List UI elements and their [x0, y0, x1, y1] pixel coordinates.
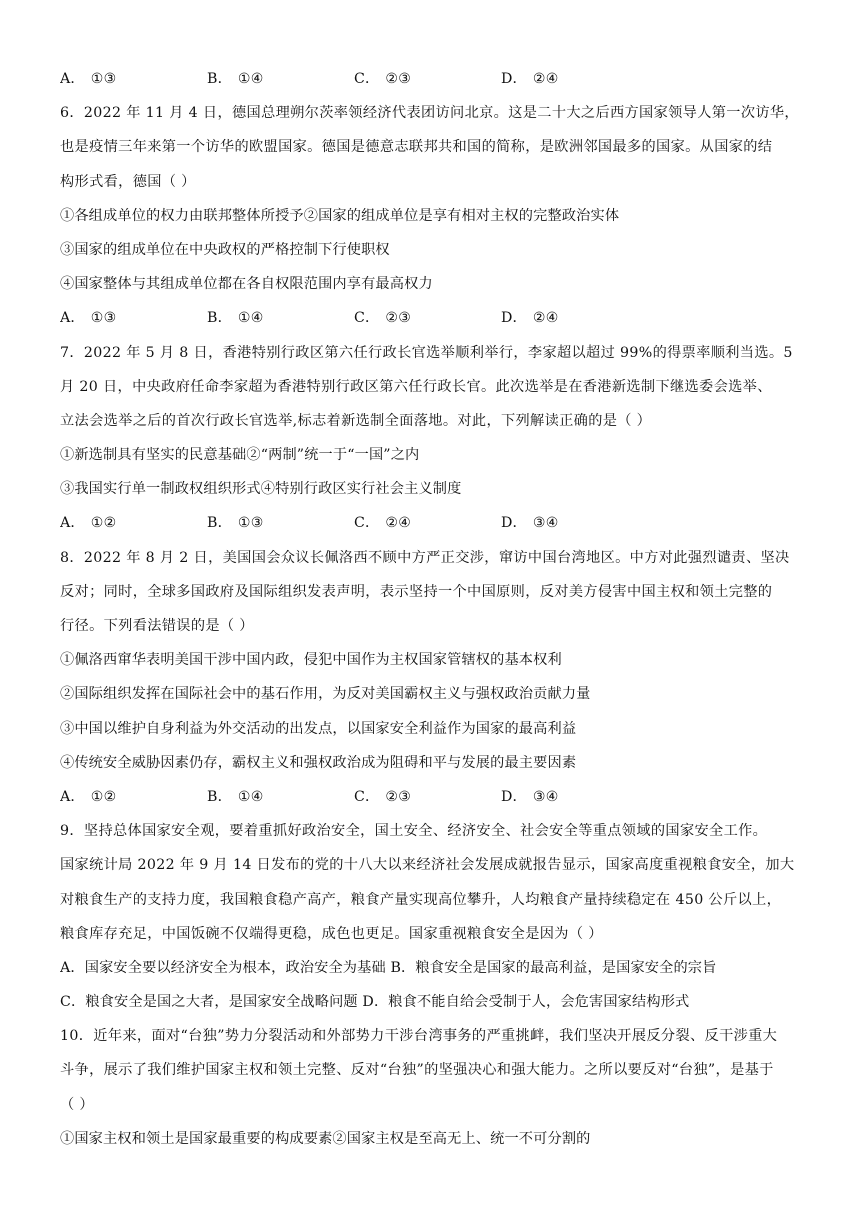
q7-stem-line: 立法会选举之后的首次行政长官选举,标志着新选制全面落地。对此，下列解读正确的是（ ） — [60, 412, 652, 429]
exam-page — [60, 62, 805, 1156]
q7-option-a[interactable]: A． ①② — [60, 515, 117, 532]
q9-options-cd[interactable]: C．粮食安全是国之大者，是国家安全战略问题 D．粮食不能自给会受制于人，会危害国家结构形式 — [60, 994, 690, 1011]
q7-options — [60, 506, 805, 540]
q6-statement: ③国家的组成单位在中央政权的严格控制下行使职权 — [60, 241, 390, 258]
q5-option-a[interactable]: A． ①③ — [60, 71, 117, 87]
q6-stem-line: 也是疫情三年来第一个访华的欧盟国家。德国是德意志联邦共和国的简称，是欧洲邻国最多的国家。从国家的结 — [60, 139, 773, 156]
q5-options — [60, 62, 805, 96]
q7-stem-line: 月 20 日，中央政府任命李家超为香港特别行政区第六任行政长官。此次选举是在香港新选制下继选委会选举、 — [60, 378, 772, 395]
q8-option-c[interactable]: C． ②③ — [354, 788, 412, 805]
q9-stem-line: 对粮食生产的支持力度，我国粮食稳产高产，粮食产量实现高位攀升，人均粮食产量持续稳定在 450 公斤以上， — [60, 891, 782, 908]
q5-option-b[interactable]: B． ①④ — [207, 71, 264, 87]
q8-stem-line: 反对；同时，全球多国政府及国际组织发表声明，表示坚持一个中国原则，反对美方侵害中国主权和领土完整的 — [60, 583, 773, 600]
q7-option-b[interactable]: B． ①③ — [207, 515, 264, 532]
q10-statement: ①国家主权和领土是国家最重要的构成要素②国家主权是至高无上、统一不可分割的 — [60, 1130, 591, 1147]
q8-statement: ③中国以维护自身利益为外交活动的出发点，以国家安全利益作为国家的最高利益 — [60, 720, 577, 737]
q5-option-c[interactable]: C． ②③ — [354, 71, 412, 87]
q10-stem-line: 10．近年来，面对“台独”势力分裂活动和外部势力干涉台湾事务的严重挑衅，我们坚决开展反分裂、反干涉重大 — [60, 1028, 778, 1045]
q7-option-d[interactable]: D． ③④ — [501, 515, 559, 532]
q7-statement: ①新选制具有坚实的民意基础②“两制”统一于“一国”之内 — [60, 447, 420, 464]
q7-stem-line: 7．2022 年 5 月 8 日，香港特别行政区第六任行政长官选举顺利举行，李家超以超过 99%的得票率顺利当选。5 — [60, 344, 793, 361]
q6-option-d[interactable]: D． ②④ — [501, 310, 559, 327]
q9-options-ab[interactable]: A．国家安全要以经济安全为根本，政治安全为基础 B．粮食安全是国家的最高利益，是国家安全的宗旨 — [60, 959, 717, 976]
q8-option-b[interactable]: B． ①④ — [207, 788, 264, 805]
q9-stem-line: 9．坚持总体国家安全观，要着重抓好政治安全，国土安全、经济安全、社会安全等重点领域的国家安全工作。 — [60, 823, 768, 840]
q8-option-d[interactable]: D． ③④ — [501, 788, 559, 805]
q6-option-a[interactable]: A． ①③ — [60, 310, 117, 327]
q8-statement: ④传统安全威胁因素仍存，霸权主义和强权政治成为阻碍和平与发展的最主要因素 — [60, 754, 577, 771]
q10-stem-line: （ ） — [60, 1096, 94, 1113]
q9-stem-line: 国家统计局 2022 年 9 月 14 日发布的党的十八大以来经济社会发展成就报告显示，国家高度重视粮食安全，加大 — [60, 857, 795, 874]
question-6 — [60, 96, 805, 335]
q6-stem-line: 构形式看，德国（ ） — [60, 173, 196, 190]
q6-option-b[interactable]: B． ①④ — [207, 310, 264, 327]
q6-option-c[interactable]: C． ②③ — [354, 310, 412, 327]
q6-statement: ④国家整体与其组成单位都在各自权限范围内享有最高权力 — [60, 276, 433, 293]
q5-option-d[interactable]: D． ②④ — [501, 71, 559, 87]
q8-statement: ②国际组织发挥在国际社会中的基石作用，为反对美国霸权主义与强权政治贡献力量 — [60, 686, 591, 703]
q6-statement: ①各组成单位的权力由联邦整体所授予②国家的组成单位是享有相对主权的完整政治实体 — [60, 207, 620, 224]
question-10 — [60, 1019, 805, 1156]
q8-options — [60, 780, 805, 814]
question-8 — [60, 541, 805, 815]
q9-stem-line: 粮食库存充足，中国饭碗不仅端得更稳，成色也更足。国家重视粮食安全是因为（ ） — [60, 925, 603, 942]
q10-stem-line: 斗争，展示了我们维护国家主权和领土完整、反对“台独”的坚强决心和强大能力。之所以要反对“台独”，是基于 — [60, 1062, 774, 1079]
q6-options — [60, 301, 805, 335]
q7-option-c[interactable]: C． ②④ — [354, 515, 412, 532]
question-7 — [60, 336, 805, 541]
q8-option-a[interactable]: A． ①② — [60, 788, 117, 805]
q8-statement: ①佩洛西窜华表明美国干涉中国内政，侵犯中国作为主权国家管辖权的基本权利 — [60, 652, 562, 669]
question-9 — [60, 814, 805, 1019]
q8-stem-line: 行径。下列看法错误的是（ ） — [60, 618, 254, 634]
q8-stem-line: 8．2022 年 8 月 2 日，美国国会众议长佩洛西不顾中方严正交涉，窜访中国台湾地区。中方对此强烈谴责、坚决 — [60, 549, 790, 566]
q7-statement: ③我国实行单一制政权组织形式④特别行政区实行社会主义制度 — [60, 481, 462, 498]
q6-stem-line: 6．2022 年 11 月 4 日，德国总理朔尔茨率领经济代表团访问北京。这是二十大之后西方国家领导人第一次访华， — [60, 105, 799, 122]
